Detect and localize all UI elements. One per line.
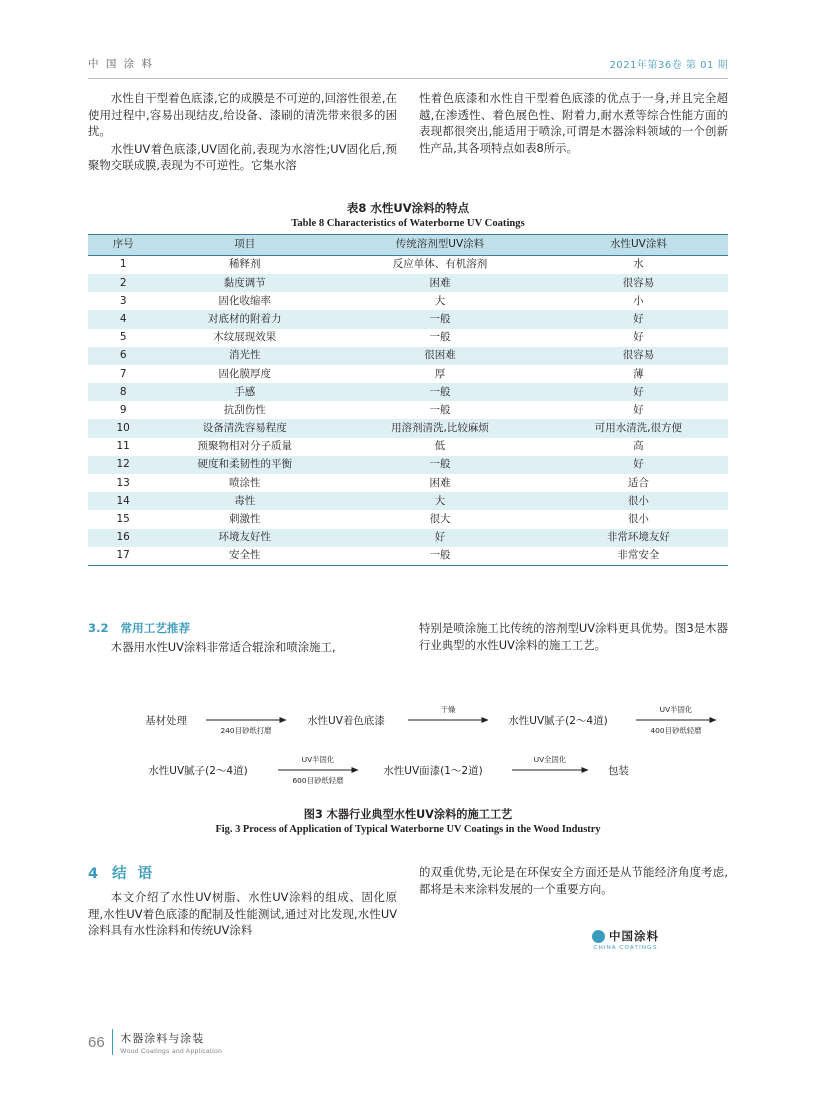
- table-row: [88, 492, 728, 510]
- logo-mark: [592, 928, 659, 944]
- figure-node-6: 包装: [608, 765, 629, 777]
- intro-left-para-2: 水性UV着色底漆,UV固化前,表现为水溶性;UV固化后,预聚物交联成膜,表现为不可逆性。它集水溶: [88, 141, 397, 173]
- table-row: [88, 347, 728, 365]
- footer-label-en: Wood Coatings and Application: [120, 1047, 223, 1055]
- table-title-en: Table 8 Characteristics of Waterborne UV Coatings: [291, 218, 525, 229]
- footer-label-cn: 木器涂料与涂装: [120, 1031, 205, 1045]
- cell-solvent: 困难: [331, 274, 549, 292]
- characteristics-table: [88, 234, 728, 566]
- table-row: [88, 274, 728, 292]
- cell-item: 固化收缩率: [218, 294, 272, 307]
- cell-item: 喷涂性: [229, 476, 261, 489]
- conclusion-para-right: 的双重优势,无论是在环保安全方面还是从节能经济角度考虑,都将是未来涂料发展的一个重要方向。: [419, 865, 728, 896]
- cell-waterborne: 可用水清洗,很方便: [549, 419, 728, 437]
- intro-column-right: [419, 90, 728, 175]
- cell-item: 刺激性: [229, 513, 261, 525]
- cell-index: 14: [88, 492, 158, 510]
- page-footer: [88, 1029, 222, 1055]
- cell-solvent: 用溶剂清洗,比较麻烦: [331, 419, 549, 437]
- figure-caption-cn: 图3 木器行业典型水性UV涂料的施工工艺: [303, 808, 513, 821]
- intro-left-para-1: 水性自干型着色底漆,它的成膜是不可逆的,回溶性很差,在使用过程中,容易出现结皮,给设备、漆刷的清洗带来很多的困扰。: [88, 91, 397, 139]
- table-row: [88, 310, 728, 328]
- cell-index: 11: [116, 440, 130, 453]
- cell-index: 2: [88, 274, 158, 292]
- cell-item: 毒性: [158, 492, 331, 510]
- table-title-cn: 表8 水性UV涂料的特点: [346, 201, 470, 215]
- cell-waterborne: 好: [549, 310, 728, 328]
- cell-solvent: 一般: [331, 383, 549, 401]
- cell-solvent: 大: [434, 294, 446, 307]
- cell-index: 6: [88, 347, 158, 365]
- cell-waterborne: 好: [633, 331, 644, 344]
- figure-arrow-4-top: UV半固化: [301, 755, 335, 764]
- cell-index: 4: [88, 310, 158, 328]
- cell-waterborne: 好: [549, 383, 728, 401]
- table-row: [88, 510, 728, 528]
- figure-3-diagram: [88, 700, 728, 820]
- cell-solvent: 大: [331, 492, 549, 510]
- cell-item: 环境友好性: [158, 529, 331, 547]
- table-body: [88, 255, 728, 565]
- figure-arrow-3-bottom: 400目砂纸轻磨: [650, 726, 702, 735]
- cell-item: 固化膜厚度: [218, 367, 272, 380]
- table-row: [88, 255, 728, 274]
- cell-index: 10: [88, 419, 158, 437]
- table-col-header-0: 序号: [88, 235, 158, 256]
- cell-item: 稀释剂: [229, 258, 261, 271]
- cell-solvent: 一般: [429, 331, 451, 344]
- figure-3-caption: [88, 806, 728, 835]
- table-row: [88, 547, 728, 566]
- cell-item: 木纹展现效果: [213, 331, 277, 344]
- cell-item: 抗刮伤性: [223, 403, 266, 416]
- cell-index: 12: [88, 456, 158, 474]
- cell-item: 对底材的附着力: [158, 310, 331, 328]
- intro-column-left: [88, 90, 397, 175]
- cell-item: 预聚物相对分子质量: [197, 440, 293, 453]
- cell-waterborne: 好: [633, 403, 644, 416]
- cell-waterborne: 非常环境友好: [549, 529, 728, 547]
- table-row: [88, 456, 728, 474]
- cell-index: 8: [88, 383, 158, 401]
- logo-text-en: CHINA COATINGS: [593, 945, 658, 951]
- journal-name: 中 国 涂 料: [88, 58, 155, 70]
- cell-waterborne: 很容易: [549, 347, 728, 365]
- cell-waterborne: 高: [633, 440, 644, 453]
- cell-waterborne: 小: [633, 294, 644, 307]
- cell-solvent: 一般: [331, 310, 549, 328]
- table-row: [88, 401, 728, 419]
- section-3-2: [88, 620, 728, 657]
- cell-index: 16: [88, 529, 158, 547]
- cell-index: 5: [119, 331, 127, 344]
- cell-solvent: 反应单体、有机溶剂: [392, 258, 488, 271]
- conclusion-column-right: [419, 865, 728, 940]
- table-header-row: [88, 235, 728, 256]
- conclusion-title: 结 语: [112, 866, 156, 882]
- cell-solvent: 好: [331, 529, 549, 547]
- cell-index: 13: [116, 476, 130, 489]
- conclusion-column-left: [88, 889, 397, 940]
- logo-text-cn: 中国涂料: [609, 929, 659, 943]
- figure-arrow-1-bottom: 240目砂纸打磨: [220, 726, 272, 735]
- page-header: [88, 56, 728, 79]
- cell-index: 15: [116, 513, 130, 525]
- figure-arrow-2-top: 干燥: [440, 705, 456, 714]
- table-row: [88, 419, 728, 437]
- cell-index: 7: [119, 367, 127, 380]
- cell-solvent: 一般: [429, 403, 451, 416]
- cell-item: 设备清洗容易程度: [158, 419, 331, 437]
- cell-waterborne: 很容易: [549, 274, 728, 292]
- conclusion-number: 4: [88, 866, 99, 882]
- figure-arrow-5-top: UV全固化: [533, 755, 567, 764]
- section-3-2-column-left: [88, 639, 397, 657]
- cell-index: 17: [88, 547, 158, 566]
- cell-item: 消光性: [158, 347, 331, 365]
- cell-solvent: 一般: [331, 456, 549, 474]
- issue-info: 2021年第36卷 第 01 期: [609, 60, 728, 71]
- section-3-2-title: 常用工艺推荐: [120, 621, 191, 635]
- circle-icon: [592, 930, 605, 943]
- cell-waterborne: 适合: [627, 476, 649, 489]
- figure-node-4: 水性UV腻子(2～4道): [148, 765, 248, 777]
- cell-solvent: 很困难: [331, 347, 549, 365]
- cell-index: 3: [119, 294, 127, 307]
- table-head: [88, 235, 728, 256]
- footer-divider: [112, 1029, 114, 1055]
- intro-right-para-1: 性着色底漆和水性自干型着色底漆的优点于一身,并且完全超越,在渗透性、着色展色性、附着力,耐水煮等综合性能方面的表现都很突出,能适用于喷涂,可谓是木器涂料领域的一个创新性产品,其各项特点如表8所示。: [419, 91, 728, 155]
- cell-solvent: 困难: [429, 476, 451, 489]
- cell-waterborne: 很小: [627, 513, 649, 525]
- intro-columns: [88, 90, 728, 175]
- table-col-header-3: 水性UV涂料: [549, 235, 728, 256]
- conclusion-para-left: 本文介绍了水性UV树脂、水性UV涂料的组成、固化原理,水性UV着色底漆的配制及性能测试,通过对比发现,水性UV涂料具有水性涂料和传统UV涂料: [88, 890, 397, 938]
- cell-waterborne: 薄: [633, 367, 644, 380]
- table-row: [88, 474, 728, 492]
- cell-item: 手感: [158, 383, 331, 401]
- figure-caption-en: Fig. 3 Process of Application of Typical Waterborne UV Coatings in the Wood Industry: [215, 824, 601, 835]
- table-row: [88, 383, 728, 401]
- cell-index: 1: [119, 258, 127, 271]
- cell-waterborne: 非常安全: [549, 547, 728, 566]
- cell-waterborne: 好: [549, 456, 728, 474]
- cell-solvent: 一般: [331, 547, 549, 566]
- figure-node-1: 基材处理: [145, 715, 187, 727]
- table-col-header-2: 传统溶剂型UV涂料: [331, 235, 549, 256]
- cell-waterborne: 水: [633, 258, 644, 271]
- cell-solvent: 厚: [434, 367, 446, 380]
- cell-item: 黏度调节: [158, 274, 331, 292]
- section-3-2-number: 3.2: [88, 621, 109, 635]
- cell-waterborne: 很小: [549, 492, 728, 510]
- table-row: [88, 438, 728, 456]
- footer-section-label: [120, 1030, 222, 1055]
- figure-node-5: 水性UV面漆(1～2道): [383, 765, 483, 777]
- figure-arrow-3-top: UV半固化: [659, 705, 693, 714]
- cell-solvent: 很大: [429, 513, 451, 525]
- table-8-block: [88, 200, 728, 566]
- section-3-2-para-right: 特别是喷涂施工比传统的溶剂型UV涂料更具优势。图3是木器行业典型的水性UV涂料的施工工艺。: [419, 621, 728, 652]
- table-row: [88, 292, 728, 310]
- section-3-2-para-left: 木器用水性UV涂料非常适合辊涂和喷涂施工,: [110, 640, 336, 654]
- section-3-2-column-right: [419, 621, 728, 657]
- table-row: [88, 329, 728, 347]
- table-col-header-1: 项目: [158, 235, 331, 256]
- cell-index: 9: [119, 403, 127, 416]
- publisher-logo: [592, 928, 659, 951]
- page-number: 66: [88, 1033, 105, 1051]
- figure-node-3: 水性UV腻子(2～4道): [508, 715, 608, 727]
- cell-item: 硬度和柔韧性的平衡: [158, 456, 331, 474]
- figure-node-2: 水性UV着色底漆: [307, 715, 385, 727]
- table-row: [88, 529, 728, 547]
- table-row: [88, 365, 728, 383]
- figure-arrow-4-bottom: 600目砂纸轻磨: [292, 776, 344, 785]
- cell-solvent: 低: [434, 440, 446, 453]
- cell-item: 安全性: [158, 547, 331, 566]
